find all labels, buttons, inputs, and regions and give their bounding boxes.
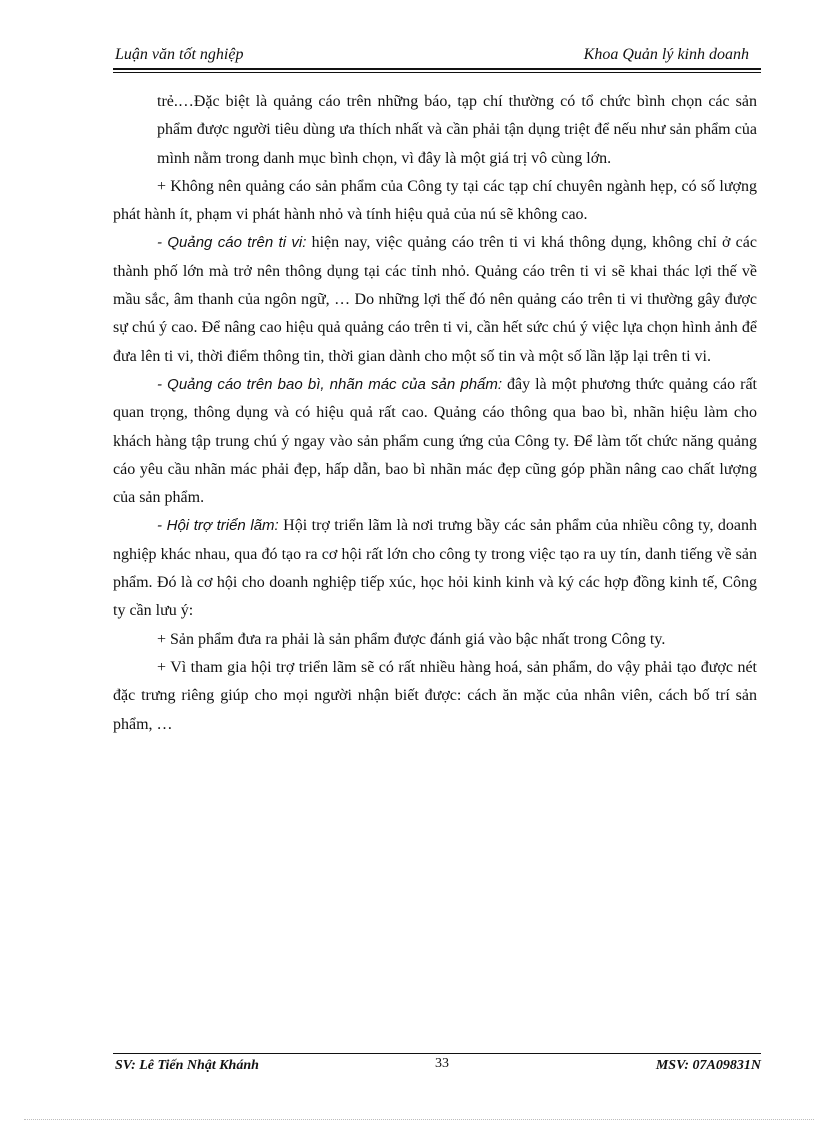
paragraph-term: - Quảng cáo trên ti vi: [157,234,307,252]
paragraph-text: + Không nên quảng cáo sản phẩm của Công ty tại các tạp chí chuyên ngành hẹp, có số lượng phát hành ít, phạm vi phát hành nhỏ và tính hiệu quả của nú sẽ không cao. [113,177,757,224]
paragraph-intro-continuation [113,88,757,173]
paragraph-text: + Vì tham gia hội trợ triển lãm sẽ có rất nhiều hàng hoá, sản phẩm, do vậy phải tạo được nét đặc trưng riêng giúp cho mọi người nhận biết được: cách ăn mặc của nhân viên, cách bố trí sản phẩm, … [113,658,757,733]
header-thesis-label: Luận văn tốt nghiệp [115,46,244,63]
paragraph-term: - Hội trợ triển lãm: [157,517,279,535]
footer-rule [113,1053,761,1054]
footer-student-id: MSV: 07A09831N [655,1058,761,1073]
page-number: 33 [435,1056,449,1071]
paragraph-text: trẻ.…Đặc biệt là quảng cáo trên những báo, tạp chí thường có tổ chức bình chọn các sản phẩm được người tiêu dùng ưa thích nhất và cần phải tận dụng triệt để nếu như sản phẩm của mình nằm trong danh mục bình chọn, vì đây là một giá trị vô cùng lớn. [157,93,757,167]
header-rule [113,68,761,70]
paragraph-text: hiện nay, việc quảng cáo trên ti vi khá thông dụng, không chỉ ở các thành phố lớn mà trở nên thông dụng tại các tỉnh nhỏ. Quảng cáo trên ti vi sẽ khai thác lợi thế về mầu sắc, âm thanh của ngôn ngữ, … Do những lợi thế đó nên quảng cáo trên ti vi thường gây được sự chú ý cao. Để nâng cao hiệu quả quảng cáo trên ti vi, cần hết sức chú ý việc lựa chọn hình ảnh để đưa lên ti vi, thời điểm thông tin, thời gian dành cho một số tin và một số lần lặp lại trên ti vi. [113,234,757,365]
paragraph-fair-distinction [113,654,757,739]
header-faculty-label: Khoa Quản lý kinh doanh [583,46,749,63]
paragraph-text: đây là một phương thức quảng cáo rất quan trọng, thông dụng và có hiệu quả rất cao. Quảng cáo thông qua bao bì, nhãn hiệu làm cho khách hàng tập trung chú ý ngay vào sản phẩm cung ứng của Công ty. Để làm tốt chức năng quảng cáo yêu cầu nhãn mác phải đẹp, hấp dẫn, bao bì nhãn mác đẹp cũng góp phần nâng cao chất lượng của sản phẩm. [113,375,757,507]
paragraph-text: Hội trợ triển lãm là nơi trưng bầy các sản phẩm của nhiều công ty, doanh nghiệp khác nhau, qua đó tạo ra cơ hội rất lớn cho công ty trong việc tạo ra uy tín, danh tiếng về sản phẩm. Đó là cơ hội cho doanh nghiệp tiếp xúc, học hỏi kinh kinh và ký các hợp đồng kinh tế, Công ty cần lưu ý: [113,517,757,620]
header-rule-thin [113,72,761,73]
page-header [113,46,761,68]
paragraph-specialized-magazines [113,173,757,230]
paragraph-fair-products [113,626,757,654]
footer-student-name: SV: Lê Tiến Nhật Khánh [115,1058,259,1073]
body-text [113,88,757,739]
paragraph-trade-fair [113,512,757,625]
page-footer [113,1058,761,1078]
paragraph-term: - Quảng cáo trên bao bì, nhãn mác của sản phẩm: [157,375,503,393]
paragraph-tv-advertising [113,229,757,370]
paragraph-packaging-advertising [113,371,757,512]
page-boundary-dotted-line [24,1119,814,1120]
paragraph-text: + Sản phẩm đưa ra phải là sản phẩm được đánh giá vào bậc nhất trong Công ty. [157,630,666,648]
